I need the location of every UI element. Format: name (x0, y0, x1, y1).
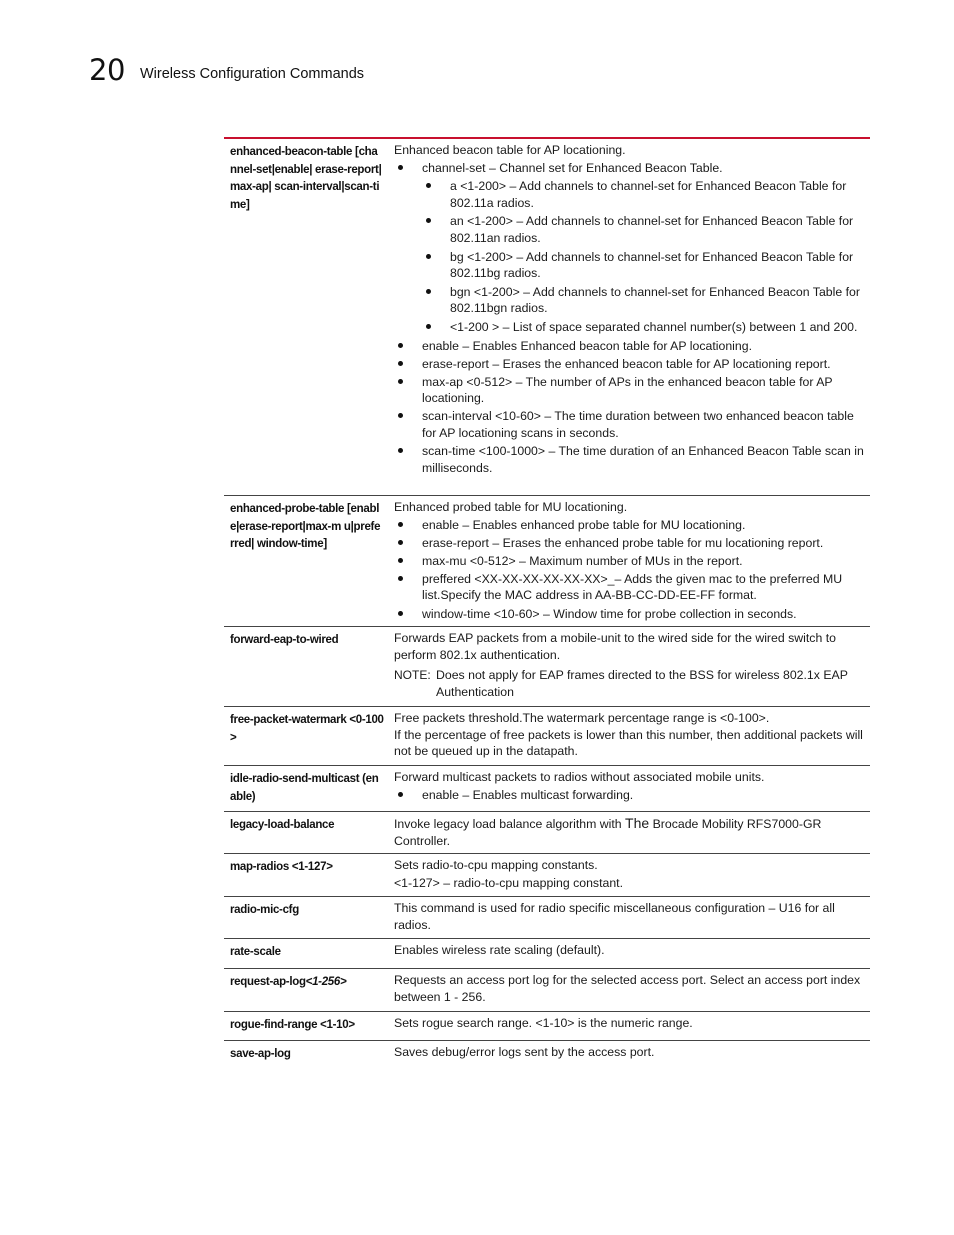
command-part: request-ap-log (230, 976, 306, 988)
chapter-number: 20 (89, 53, 125, 87)
table-row (224, 1041, 870, 1069)
list-item: window-time <10-60> – Window time for probe collection in seconds. (422, 606, 864, 623)
list-item: <1-200 > – List of space separated channel number(s) between 1 and 200. (450, 319, 864, 336)
command-name (224, 969, 388, 1011)
table-row (224, 897, 870, 939)
command-name: radio-mic-cfg (230, 904, 299, 916)
table-row (224, 766, 870, 812)
table-row (224, 496, 870, 627)
command-name: legacy-load-balance (230, 819, 335, 831)
list-item: an <1-200> – Add channels to channel-set for Enhanced Beacon Table for 802.11an radios. (450, 213, 864, 246)
command-description (388, 897, 870, 938)
command-table (224, 137, 870, 1069)
description-line: If the percentage of free packets is lower than this number, then additional packets will not be queued up in the datapath. (394, 727, 863, 759)
list-item: scan-interval <10-60> – The time duration between two enhanced beacon table for AP locationing scans in seconds. (422, 408, 864, 441)
description-part: Invoke legacy load balance algorithm with (394, 817, 626, 831)
list-item-text: channel-set – Channel set for Enhanced Beacon Table. (422, 160, 723, 175)
list-item: bgn <1-200> – Add channels to channel-set for Enhanced Beacon Table for 802.11bgn radios. (450, 284, 864, 317)
command-name: map-radios <1-127> (230, 861, 333, 873)
description-text: This command is used for radio specific miscellaneous configuration – U16 for all radios. (394, 901, 835, 932)
command-description (388, 707, 870, 765)
command-description (388, 812, 870, 853)
list-item: erase-report – Erases the enhanced beacon table for AP locationing report. (422, 356, 864, 373)
note (394, 667, 864, 700)
command-description (388, 854, 870, 896)
table-row (224, 139, 870, 496)
description-text: Enables wireless rate scaling (default). (394, 943, 605, 957)
chapter-title: Wireless Configuration Commands (140, 66, 365, 82)
table-row (224, 939, 870, 969)
command-description (388, 139, 870, 495)
list-item: erase-report – Erases the enhanced probe table for mu locationing report. (422, 535, 864, 552)
table-row (224, 969, 870, 1012)
description-text: Requests an access port log for the selected access port. Select an access port index between 1 - 256. (394, 973, 861, 1004)
description-line: Sets radio-to-cpu mapping constants. (394, 858, 598, 872)
command-name: free-packet-watermark <0-100> (230, 714, 384, 744)
description-line: Free packets threshold.The watermark percentage range is <0-100>. (394, 711, 770, 725)
description-part: Brocade Mobility RFS7000-GR Controller. (394, 817, 822, 848)
list-item: max-ap <0-512> – The number of APs in the enhanced beacon table for AP locationing. (422, 374, 864, 407)
description-text: Saves debug/error logs sent by the access port. (394, 1045, 655, 1059)
command-name: forward-eap-to-wired (230, 634, 339, 646)
description-text: Sets rogue search range. <1-10> is the numeric range. (394, 1016, 693, 1030)
bullet-list (394, 160, 864, 477)
command-name: idle-radio-send-multicast (enable) (230, 773, 379, 803)
table-row (224, 812, 870, 854)
list-item: preffered <XX-XX-XX-XX-XX-XX>_– Adds the given mac to the preferred MU list.Specify the MAC address in AA-BB-CC-DD-EE-FF format. (422, 571, 864, 604)
command-description (388, 766, 870, 811)
note-text: Does not apply for EAP frames directed to the BSS for wireless 802.1x EAP Authentication (436, 668, 848, 699)
command-description (388, 1012, 870, 1040)
description-intro: Forwards EAP packets from a mobile-unit to the wired side for the wired switch to perform 802.1x authentication. (394, 631, 836, 662)
command-name: rogue-find-range <1-10> (230, 1019, 355, 1031)
description-intro: Enhanced probed table for MU locationing. (394, 500, 628, 514)
table-row (224, 627, 870, 707)
list-item: a <1-200> – Add channels to channel-set for Enhanced Beacon Table for 802.11a radios. (450, 178, 864, 211)
description-intro: Forward multicast packets to radios without associated mobile units. (394, 770, 765, 784)
sub-bullet-list (422, 178, 864, 335)
command-name: enhanced-beacon-table [channel-set|enable| erase-report|max-ap| scan-interval|scan-time] (230, 146, 382, 211)
command-description (388, 496, 870, 626)
description-intro: Enhanced beacon table for AP locationing. (394, 143, 626, 157)
list-item (422, 160, 864, 336)
list-item: scan-time <100-1000> – The time duration of an Enhanced Beacon Table scan in milliseconds. (422, 444, 864, 475)
note-label: NOTE: (394, 668, 431, 683)
list-item: bg <1-200> – Add channels to channel-set for Enhanced Beacon Table for 802.11bg radios. (450, 249, 864, 282)
list-item: enable – Enables enhanced probe table for MU locationing. (422, 517, 864, 534)
bullet-list (394, 787, 864, 804)
table-row (224, 854, 870, 897)
table-row (224, 707, 870, 766)
command-argument: <1-256> (305, 976, 347, 988)
command-description (388, 1041, 870, 1069)
list-item: max-mu <0-512> – Maximum number of MUs in the report. (422, 553, 864, 570)
bullet-list (394, 517, 864, 623)
command-name: rate-scale (230, 946, 281, 958)
description-part: The (625, 815, 650, 831)
command-name: enhanced-probe-table [enable|erase-report|max-m u|preferred| window-time] (230, 503, 381, 550)
list-item: enable – Enables Enhanced beacon table for AP locationing. (422, 338, 864, 355)
command-description (388, 939, 870, 968)
table-row (224, 1012, 870, 1041)
list-item: enable – Enables multicast forwarding. (422, 787, 864, 804)
command-description (388, 969, 870, 1011)
description-text (394, 815, 864, 849)
description-line: <1-127> – radio-to-cpu mapping constant. (394, 875, 624, 890)
command-description (388, 627, 870, 706)
command-name: save-ap-log (230, 1048, 291, 1060)
